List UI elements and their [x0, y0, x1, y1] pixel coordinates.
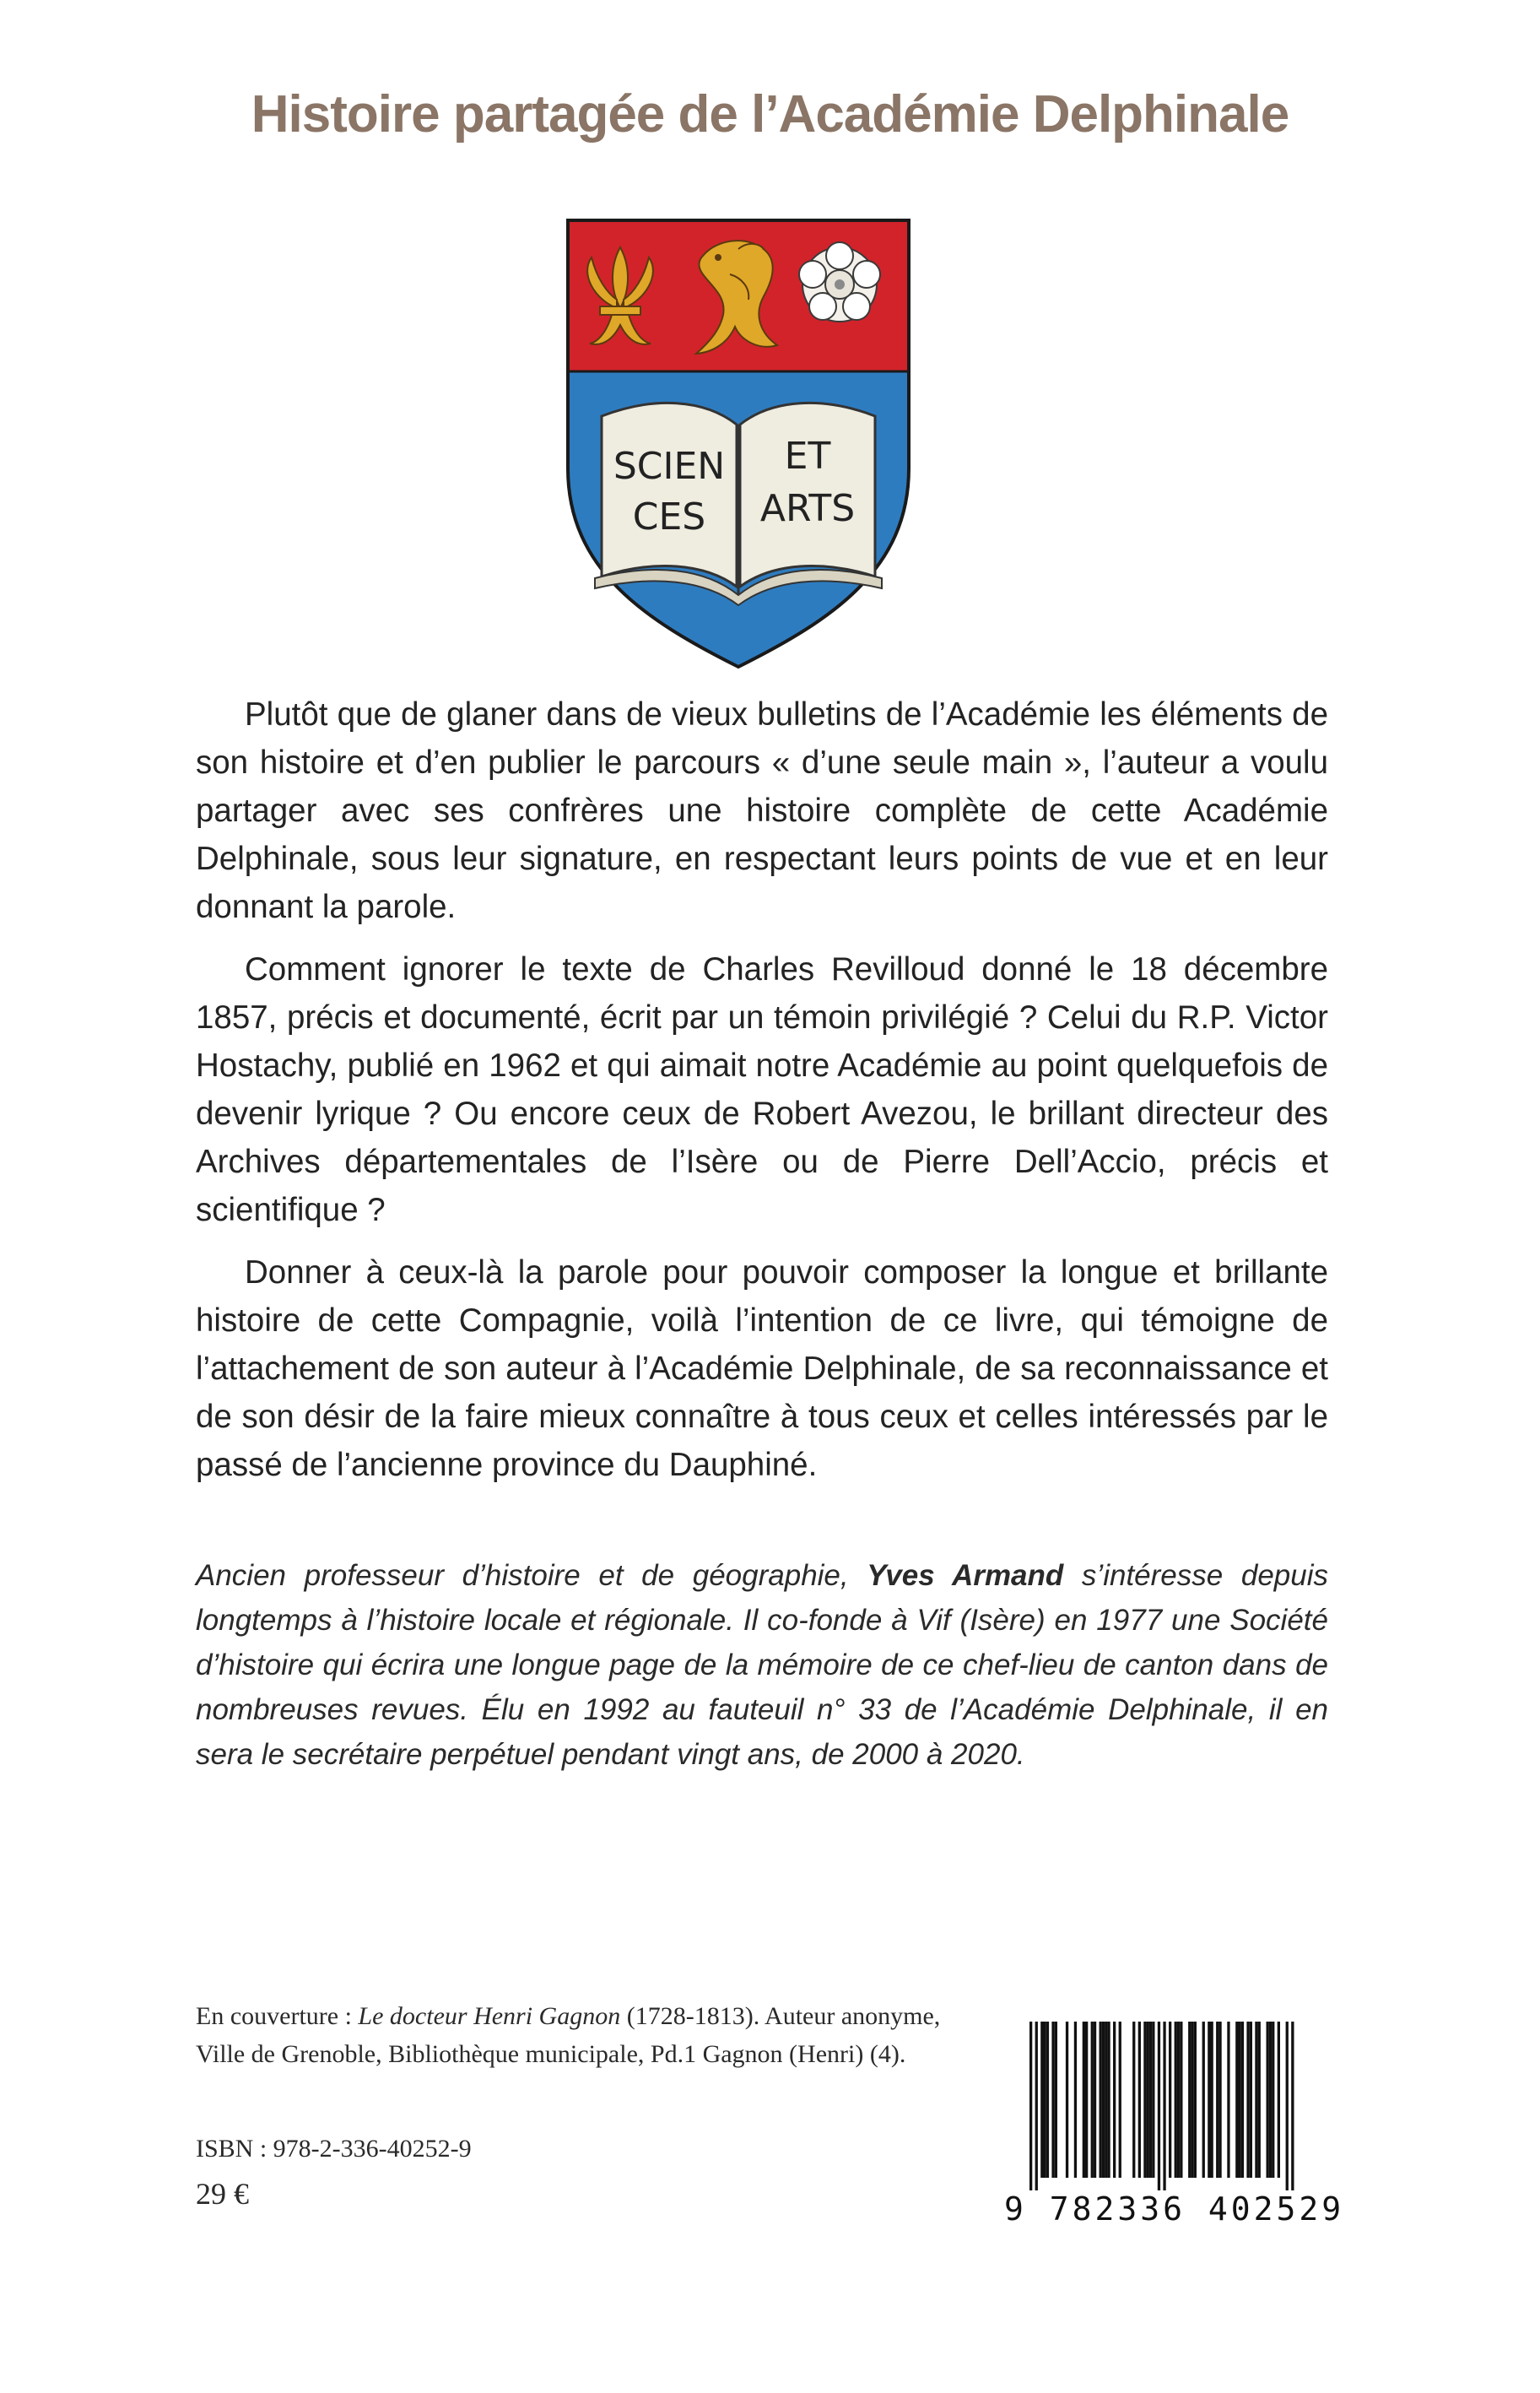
barcode-bar — [1046, 2022, 1049, 2178]
cover-credit-suffix: (1728-1813). Auteur anonyme, — [620, 2002, 941, 2030]
barcode-bar — [1143, 2022, 1146, 2178]
author-bio — [196, 1553, 1328, 1777]
barcode-bar — [1163, 2022, 1165, 2190]
barcode-bar — [1105, 2022, 1107, 2178]
blurb-paragraph-1: Plutôt que de glaner dans de vieux bulletins de l’Académie les éléments de son histoire et d’en publier le parcours « d’une seule main », l’auteur a voulu partager avec ses confrères une histoire complète de cette Académie Delphinale, sous leur signature, en respectant leurs points de vue et en leur donnant la parole. — [196, 696, 1328, 925]
barcode-bars — [1004, 2022, 1325, 2190]
barcode-bar — [1085, 2022, 1088, 2178]
barcode-bar — [1246, 2022, 1249, 2178]
barcode-bar — [1194, 2022, 1197, 2178]
barcode-bar — [1113, 2022, 1116, 2178]
blurb-paragraph-2: Comment ignorer le texte de Charles Revilloud donné le 18 décembre 1857, précis et documenté, écrit par un témoin privilégié ? Celui du R.P. Victor Hostachy, publié en 1962 et qui aimait notre Académie au point quelquefois de devenir lyrique ? Ou encore ceux de Robert Avezou, le brillant directeur des Archives départementales de l’Isère ou de Pierre Dell’Accio, précis et scientifique ? — [196, 951, 1328, 1228]
barcode-bar — [1044, 2022, 1046, 2178]
barcode-bar — [1286, 2022, 1289, 2190]
book-left-word-2: CES — [632, 495, 706, 539]
barcode-bar — [1218, 2022, 1221, 2178]
barcode-bar — [1269, 2022, 1272, 2178]
barcode-bar — [1177, 2022, 1180, 2178]
book-right-word-2: ARTS — [759, 487, 856, 530]
author-name: Yves Armand — [867, 1559, 1064, 1592]
cover-credit — [196, 1997, 1040, 2073]
barcode-bar — [1158, 2022, 1160, 2190]
barcode-bar — [1091, 2022, 1094, 2178]
barcode-bar — [1227, 2022, 1229, 2178]
barcode — [1004, 2022, 1345, 2233]
barcode-bar — [1055, 2022, 1057, 2178]
barcode-bar — [1169, 2022, 1171, 2178]
isbn: ISBN : 978-2-336-40252-9 — [196, 2135, 472, 2163]
barcode-bar — [1278, 2022, 1280, 2178]
barcode-bar — [1066, 2022, 1068, 2178]
barcode-bar — [1202, 2022, 1205, 2178]
barcode-bar — [1180, 2022, 1182, 2178]
barcode-bar — [1255, 2022, 1257, 2178]
book-right-word-1: ET — [784, 435, 831, 478]
barcode-bar — [1051, 2022, 1054, 2178]
barcode-bar — [1132, 2022, 1135, 2178]
barcode-bar — [1100, 2022, 1102, 2178]
book-title: Histoire partagée de l’Académie Delphinale — [251, 85, 1289, 143]
barcode-digits: 9 782336 402529 — [1004, 2190, 1345, 2228]
barcode-bar — [1152, 2022, 1154, 2178]
barcode-bar — [1074, 2022, 1077, 2178]
book-left-word-1: SCIEN — [613, 445, 726, 488]
cover-credit-line-2: Ville de Grenoble, Bibliothèque municipale, Pd.1 Gagnon (Henri) (4). — [196, 2040, 906, 2068]
barcode-bar — [1239, 2022, 1241, 2178]
author-bio-rest: s’intéresse depuis longtemps à l’histoire locale et régionale. Il co-fonde à Vif (Isère) en 1977 une Société d’histoire qui écrira une longue page de la mémoire de ce chef-lieu de canton dans de nombreuses revues. Élu en 1992 au fauteuil n° 33 de l’Académie Delphinale, il en sera le secrétaire perpétuel pendant vingt ans, de 2000 à 2020. — [196, 1559, 1328, 1771]
barcode-bar — [1094, 2022, 1096, 2178]
barcode-bar — [1149, 2022, 1152, 2178]
barcode-bar — [1272, 2022, 1274, 2178]
barcode-bar — [1250, 2022, 1252, 2178]
barcode-bar — [1102, 2022, 1105, 2178]
barcode-bar — [1241, 2022, 1244, 2178]
barcode-bar — [1083, 2022, 1085, 2178]
barcode-bar — [1175, 2022, 1177, 2178]
cover-credit-prefix: En couverture : — [196, 2002, 359, 2030]
barcode-bar — [1258, 2022, 1261, 2178]
barcode-bar — [1267, 2022, 1269, 2178]
barcode-bar — [1147, 2022, 1149, 2178]
barcode-bar — [1211, 2022, 1213, 2178]
price: 29 € — [196, 2177, 249, 2211]
cover-credit-work-title: Le docteur Henri Gagnon — [358, 2002, 621, 2030]
barcode-bar — [1107, 2022, 1110, 2178]
barcode-bar — [1138, 2022, 1141, 2178]
barcode-bar — [1119, 2022, 1121, 2178]
barcode-bar — [1040, 2022, 1043, 2178]
barcode-bar — [1291, 2022, 1294, 2190]
barcode-bar — [1191, 2022, 1193, 2178]
open-book-icon — [595, 403, 882, 605]
barcode-bar — [1216, 2022, 1218, 2178]
academy-crest — [561, 215, 916, 671]
crest-shield — [561, 215, 916, 671]
barcode-bar — [1208, 2022, 1210, 2178]
barcode-bar — [1035, 2022, 1038, 2190]
blurb-paragraph-3: Donner à ceux-là la parole pour pouvoir composer la longue et brillante histoire de cette Compagnie, voilà l’intention de ce livre, qui témoigne de l’attachement de son auteur à l’Académie Delphinale, de sa reconnaissance et de son désir de la faire mieux connaître à tous ceux et celles intéressés par le passé de l’ancienne province du Dauphiné. — [196, 1254, 1328, 1483]
blurb — [196, 690, 1328, 1503]
barcode-bar — [1029, 2022, 1032, 2190]
barcode-bar — [1235, 2022, 1238, 2178]
barcode-bar — [1188, 2022, 1191, 2178]
author-bio-intro: Ancien professeur d’histoire et de géographie, — [196, 1559, 867, 1592]
